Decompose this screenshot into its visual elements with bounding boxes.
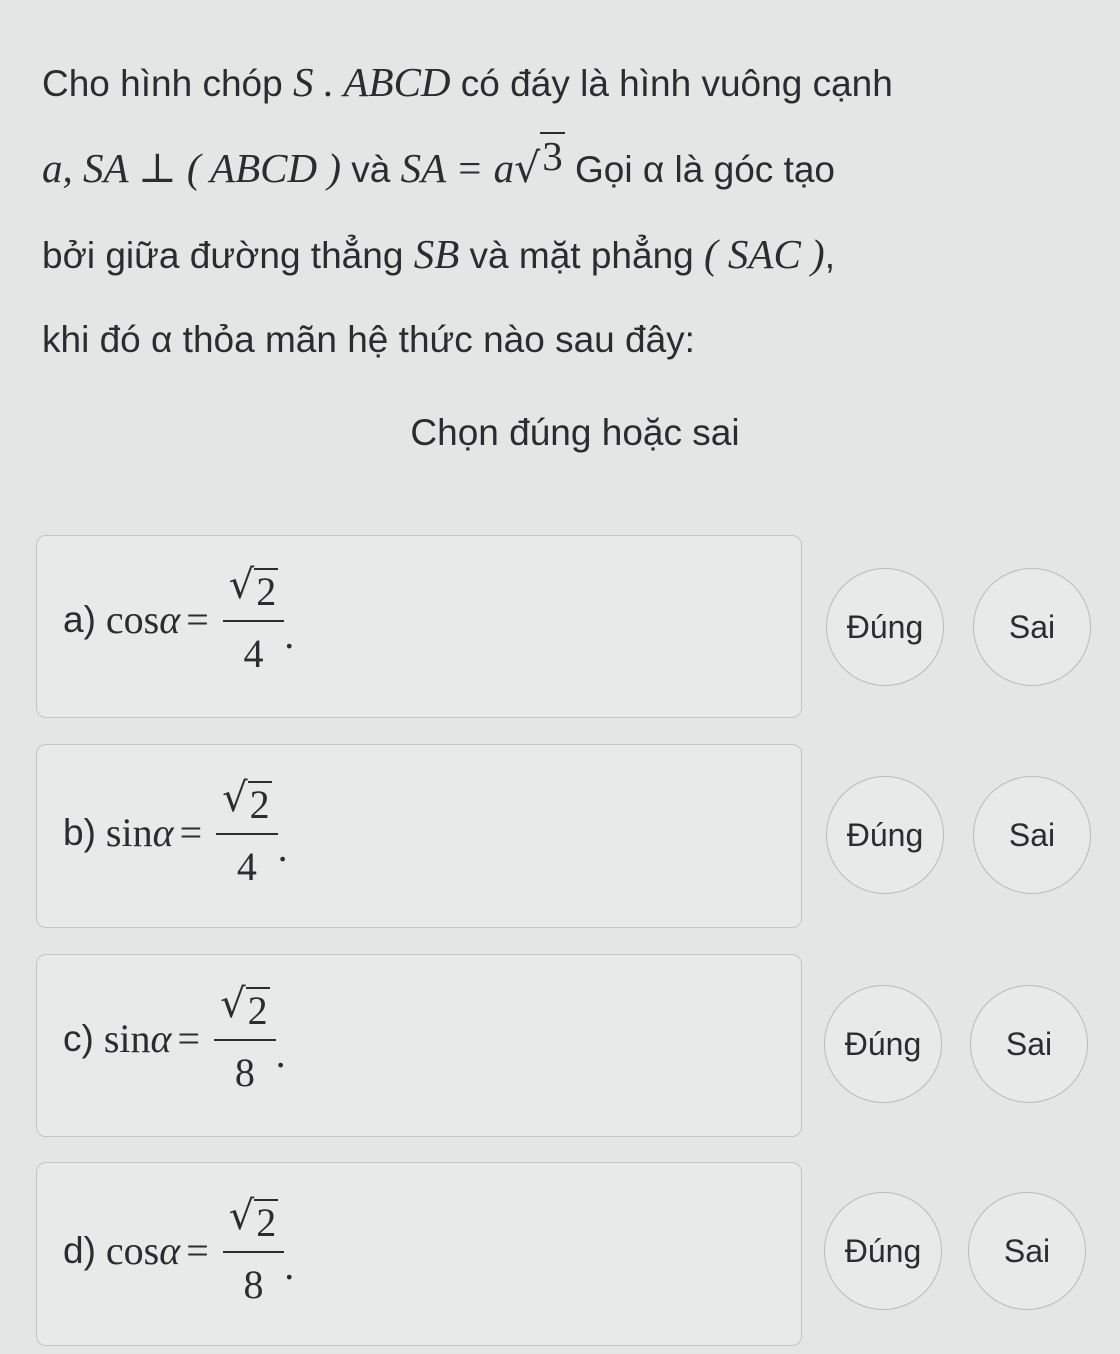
trig-function: cos — [105, 597, 160, 642]
option-label — [63, 981, 286, 1096]
option-label — [63, 562, 294, 677]
trig-function: sin — [105, 810, 153, 855]
radicand: 2 — [256, 569, 277, 614]
radical-icon: √ — [228, 1193, 255, 1239]
fraction — [223, 562, 285, 677]
true-button-b[interactable]: Đúng — [826, 776, 944, 894]
radical-icon: √ — [222, 775, 248, 821]
fraction-denominator: 8 — [243, 1262, 264, 1307]
variable-alpha: α — [159, 1228, 181, 1273]
radicand: 2 — [249, 782, 270, 827]
fraction-numerator — [223, 1193, 285, 1251]
math-sa-length: SA = a — [400, 145, 515, 191]
question-line-1 — [42, 40, 1102, 126]
option-letter: a) — [63, 598, 96, 640]
equals-sign: = — [186, 1228, 209, 1273]
sqrt-expression — [222, 775, 272, 827]
sqrt-expression — [229, 1193, 279, 1245]
option-letter: d) — [63, 1229, 96, 1271]
fraction-numerator — [223, 562, 285, 620]
trig-function: sin — [103, 1016, 151, 1061]
fraction — [216, 775, 278, 890]
period: . — [284, 1243, 295, 1288]
option-letter: b) — [63, 811, 96, 853]
false-button-d[interactable]: Sai — [968, 1192, 1086, 1310]
period: . — [284, 612, 295, 657]
option-card-a — [36, 535, 802, 718]
true-button-a[interactable]: Đúng — [826, 568, 944, 686]
radical-icon: √ — [220, 981, 246, 1027]
math-pyramid: S . ABCD — [292, 59, 451, 105]
sqrt-expression — [514, 126, 565, 210]
variable-alpha: α — [152, 810, 174, 855]
option-card-d — [36, 1162, 802, 1346]
equals-sign: = — [179, 810, 203, 855]
question-line-3 — [42, 212, 1102, 298]
fraction-numerator — [214, 981, 276, 1039]
radical-icon: √ — [514, 144, 541, 192]
option-label — [63, 775, 288, 890]
question-text-part: bởi giữa đường thẳng — [42, 235, 414, 276]
math-perpendicular: a, SA ⊥ ( ABCD ) — [42, 145, 341, 191]
radical-icon: √ — [228, 562, 255, 608]
fraction-denominator: 4 — [243, 631, 264, 676]
question-text-part: có đáy là hình vuông cạnh — [450, 63, 893, 104]
question-text — [42, 40, 1102, 382]
fraction-denominator: 4 — [236, 844, 257, 889]
equals-sign: = — [186, 597, 209, 642]
fraction-denominator: 8 — [234, 1050, 255, 1095]
false-button-a[interactable]: Sai — [973, 568, 1091, 686]
equals-sign: = — [177, 1016, 201, 1061]
trig-function: cos — [105, 1228, 160, 1273]
sqrt-expression — [220, 981, 270, 1033]
question-text-part: Gọi α là góc tạo — [564, 149, 836, 190]
question-text-part: và mặt phẳng — [459, 235, 704, 276]
fraction-numerator — [216, 775, 278, 833]
sqrt-expression — [229, 562, 279, 614]
true-button-c[interactable]: Đúng — [824, 985, 942, 1103]
question-line-4: khi đó α thỏa mãn hệ thức nào sau đây: — [42, 319, 695, 360]
question-text-part: và — [340, 149, 401, 190]
fraction — [223, 1193, 285, 1308]
instruction-heading: Chọn đúng hoặc sai — [410, 412, 740, 453]
radicand: 2 — [247, 988, 268, 1033]
question-text-part: , — [824, 235, 835, 276]
variable-alpha: α — [159, 597, 181, 642]
true-button-d[interactable]: Đúng — [824, 1192, 942, 1310]
variable-alpha: α — [150, 1016, 172, 1061]
option-card-c — [36, 954, 802, 1137]
radicand: 2 — [256, 1200, 277, 1245]
question-text-part: Cho hình chóp — [42, 63, 293, 104]
radicand: 3 — [542, 133, 563, 179]
period: . — [277, 825, 288, 870]
math-plane-sac: ( SAC ) — [704, 231, 825, 277]
fraction — [214, 981, 276, 1096]
question-line-2 — [42, 126, 1102, 212]
option-card-b — [36, 744, 802, 928]
math-line-sb: SB — [413, 231, 460, 277]
false-button-b[interactable]: Sai — [973, 776, 1091, 894]
false-button-c[interactable]: Sai — [970, 985, 1088, 1103]
period: . — [275, 1031, 286, 1076]
option-letter: c) — [63, 1017, 94, 1059]
option-label — [63, 1193, 294, 1308]
